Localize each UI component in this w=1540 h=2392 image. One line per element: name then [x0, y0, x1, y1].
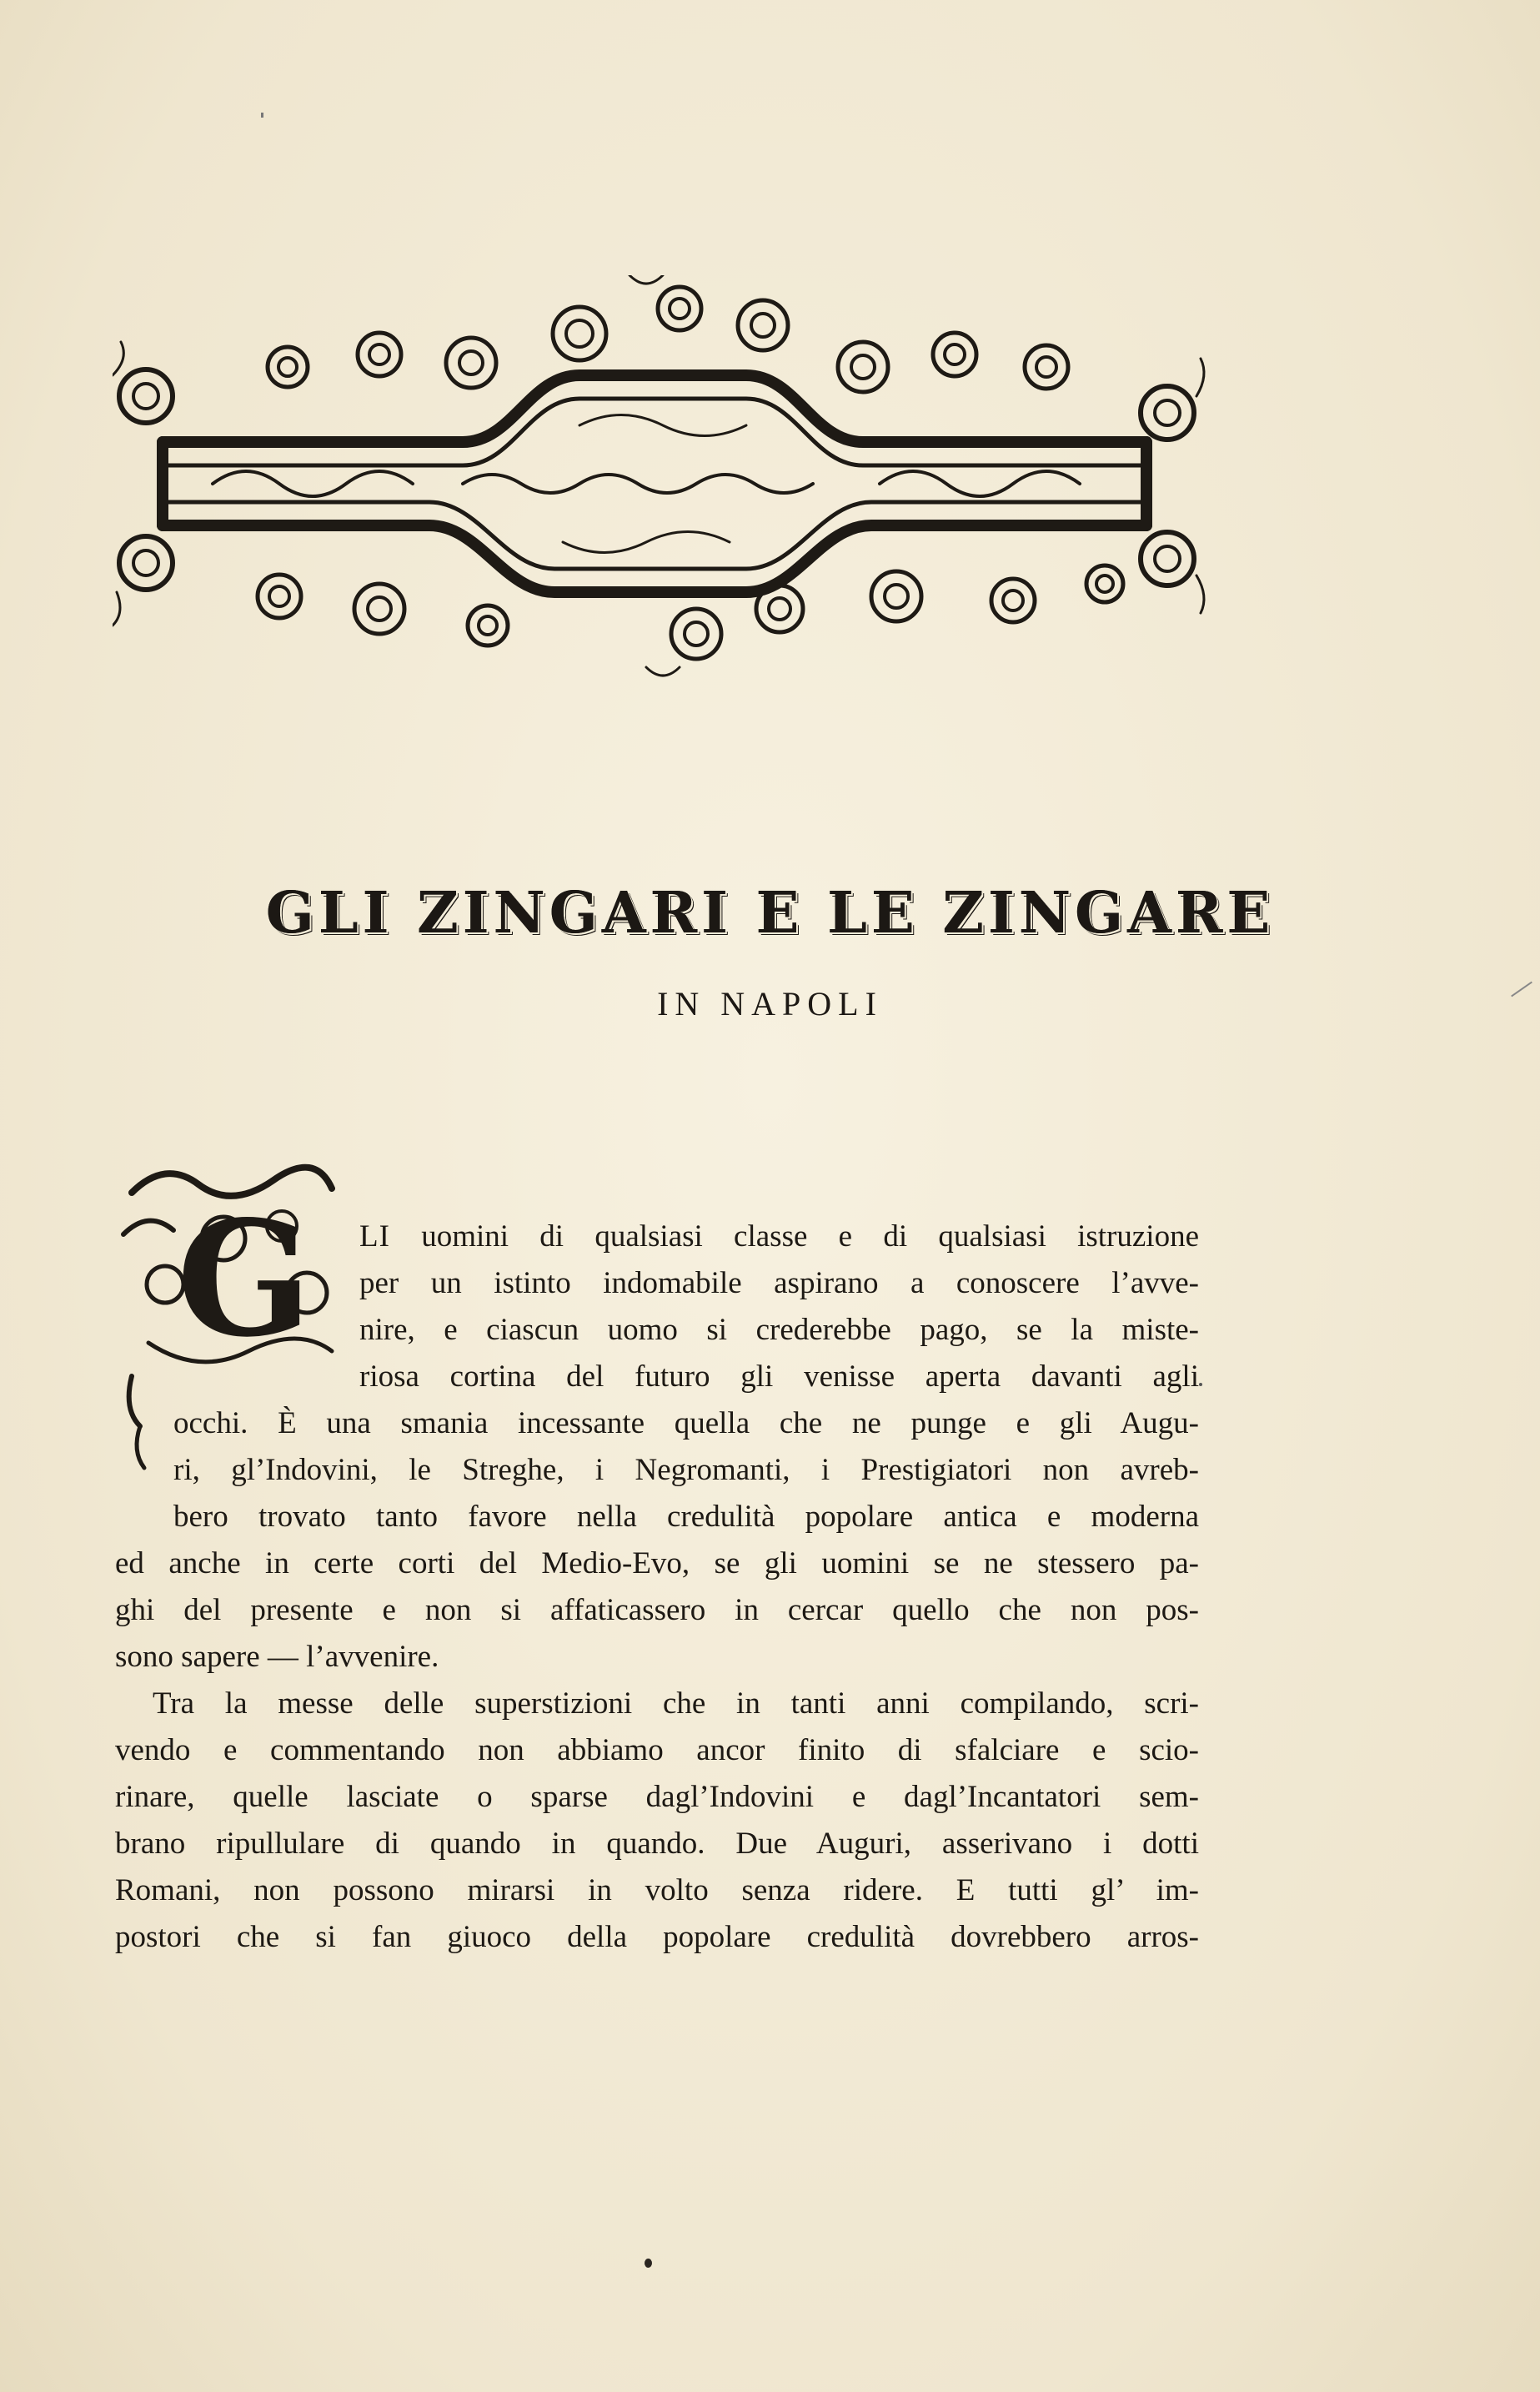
text-line: per un istinto indomabile aspirano a conoscere l’avve- [359, 1266, 1199, 1300]
line-text: uomini di qualsiasi classe e di qualsiasi istruzione [421, 1219, 1200, 1254]
page-mark [645, 2259, 652, 2268]
text-line: rinare, quelle lasciate o sparse dagl’Indovini e dagl’Incantatori sem- [115, 1780, 1199, 1814]
chapter-title: GLI ZINGARI E LE ZINGARE [265, 880, 1275, 947]
text-line: occhi. È una smania incessante quella che ne punge e gli Augu- [173, 1406, 1199, 1440]
text-line: brano ripullulare di quando in quando. Due Auguri, asserivano i dotti [115, 1827, 1199, 1861]
text-line: ghi del presente e non si affaticassero in cercar quello che non pos- [115, 1593, 1199, 1627]
chapter-subtitle: IN NAPOLI [657, 985, 883, 1023]
text-line: nire, e ciascun uomo si crederebbe pago, se la miste- [359, 1313, 1199, 1347]
text-line: Romani, non possono mirarsi in volto senza ridere. E tutti gl’ im- [115, 1873, 1199, 1907]
text-line: bero trovato tanto favore nella credulità popolare antica e moderna [173, 1500, 1199, 1534]
headpiece-ornament [113, 275, 1213, 692]
text-line: Tra la messe delle superstizioni che in tanti anni compilando, scri- [153, 1686, 1199, 1721]
text-line: riosa cortina del futuro gli venisse aperta davanti agli [359, 1359, 1199, 1394]
first-word-rest: LI [359, 1219, 390, 1254]
text-line: ed anche in certe corti del Medio-Evo, se gli uomini se ne stessero pa- [115, 1546, 1199, 1580]
text-line: ri, gl’Indovini, le Streghe, i Negromanti, i Prestigiatori non avreb- [173, 1453, 1199, 1487]
paper-speck [261, 113, 263, 118]
paragraph-2 [115, 1681, 1199, 1961]
text-line: sono sapere — l’avvenire. [115, 1640, 439, 1674]
paper-speck [1199, 1383, 1202, 1386]
paragraph-1 [115, 1214, 1199, 1681]
text-line: vendo e commentando non abbiamo ancor finito di sfalciare e scio- [115, 1733, 1199, 1767]
text-line: postori che si fan giuoco della popolare credulità dovrebbero arros- [115, 1920, 1199, 1954]
body-text [115, 1214, 1199, 1961]
drop-cap-letter: G [176, 1186, 313, 1372]
show-through-heading [450, 183, 464, 220]
text-line [115, 1214, 1199, 1260]
